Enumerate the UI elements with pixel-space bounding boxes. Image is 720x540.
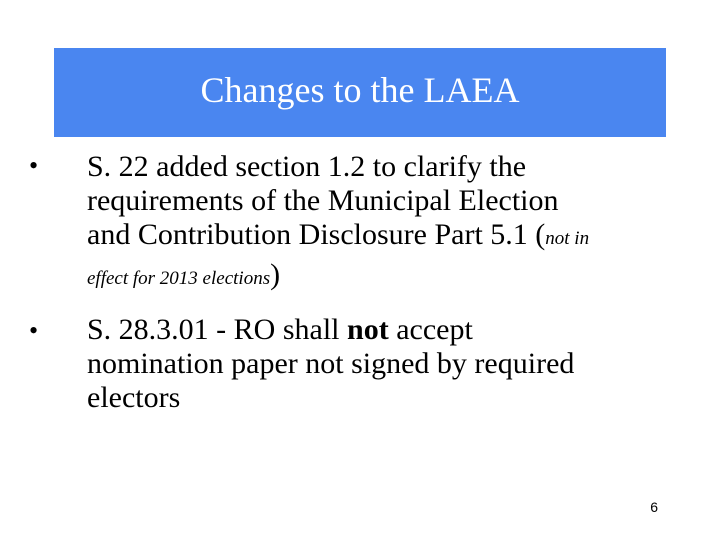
bullet-item-1 [87,150,687,298]
bullet-2-line-1-pre: S. 28.3.01 - RO shall [87,313,348,346]
bullet-2-line-3: electors [87,381,181,414]
page-number: 6 [650,499,658,515]
bullet-2-line-1-post: accept [388,313,473,346]
bullet-marker: • [29,151,39,180]
bullet-1-line-3-text: and Contribution Disclosure Part 5.1 ( [87,218,546,251]
bullet-item-2 [87,313,687,415]
bullet-2-bold-word: not [347,313,389,346]
slide-title: Changes to the LAEA [200,69,520,110]
title-bar [54,48,666,137]
bullet-1-italic-note-1: not in [545,228,590,249]
bullet-1-line-2: requirements of the Municipal Election [87,184,559,217]
bullet-1-closing-paren: ) [270,258,281,291]
bullet-1-line-1: S. 22 added section 1.2 to clarify the [87,150,527,183]
bullet-marker: • [29,316,39,345]
bullet-2-line-1 [87,313,687,347]
bullet-1-italic-note-2: effect for 2013 elections [87,268,271,289]
bullet-1-line-3 [87,218,687,256]
bullet-2-line-2: nomination paper not signed by required [87,347,575,380]
bullet-1-line-4 [87,256,687,298]
